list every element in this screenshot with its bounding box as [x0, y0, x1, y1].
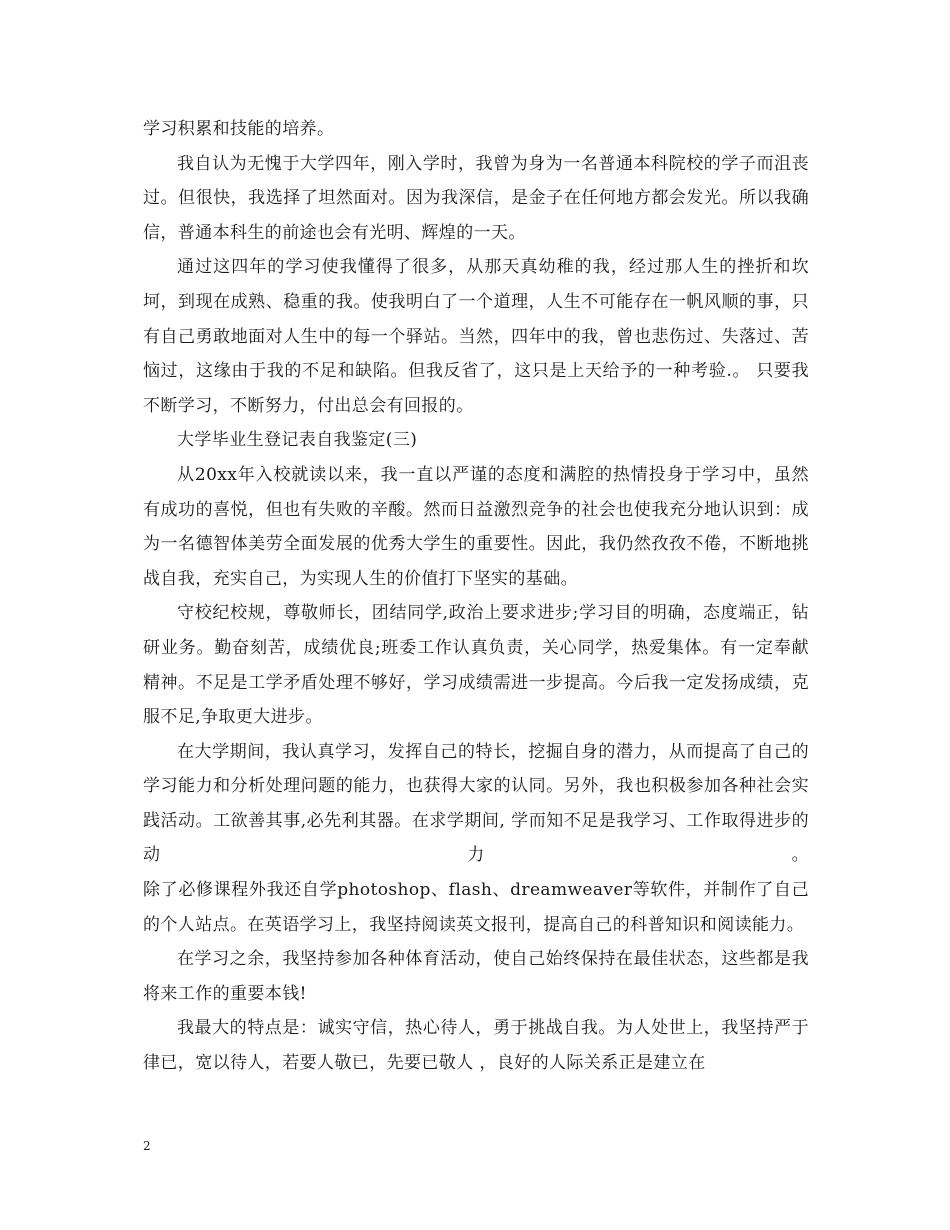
document-body [143, 112, 809, 1081]
paragraph: 在学习之余，我坚持参加各种体育活动，使自己始终保持在最佳状态，这些都是我将来工作的重要本钱! [143, 949, 809, 1004]
paragraph-continued: 除了必修课程外我还自学photoshop、flash、dreamweaver等软件，并制作了自己的个人站点。在英语学习上，我坚持阅读英文报刊，提高自己的科普知识和阅读能力。 [143, 880, 809, 935]
paragraph: 在大学期间，我认真学习，发挥自己的特长，挖掘自身的潜力，从而提高了自己的学习能力和分析处理问题的能力，也获得大家的认同。另外，我也积极参加各种社会实践活动。工欲善其事,必先利其器。在求学期间, 学而知不足是我学习、工作取得进步的动力。 [143, 741, 809, 866]
paragraph-continued: 学习积累和技能的培养。 [143, 119, 335, 139]
paragraph: 从20xx年入校就读以来，我一直以严谨的态度和满腔的热情投身于学习中，虽然有成功的喜悦，但也有失败的辛酸。然而日益激烈竞争的社会也使我充分地认识到：成为一名德智体美劳全面发展的优秀大学生的重要性。因此，我仍然孜孜不倦，不断地挑战自我，充实自己，为实现人生的价值打下坚实的基础。 [143, 464, 809, 589]
paragraph: 通过这四年的学习使我懂得了很多，从那天真幼稚的我，经过那人生的挫折和坎坷，到现在成熟、稳重的我。使我明白了一个道理，人生不可能存在一帆风顺的事，只有自己勇敢地面对人生中的每一个驿站。当然，四年中的我，曾也悲伤过、失落过、苦恼过，这缘由于我的不足和缺陷。但我反省了，这只是上天给予的一种考验.。 只要我不断学习，不断努力，付出总会有回报的。 [143, 257, 809, 416]
paragraph: 我自认为无愧于大学四年，刚入学时，我曾为身为一名普通本科院校的学子而沮丧过。但很快，我选择了坦然面对。因为我深信，是金子在任何地方都会发光。所以我确信，普通本科生的前途也会有光明、辉煌的一天。 [143, 153, 809, 243]
paragraph: 守校纪校规，尊敬师长，团结同学,政治上要求进步;学习目的明确，态度端正，钻研业务。勤奋刻苦，成绩优良;班委工作认真负责，关心同学，热爱集体。有一定奉献精神。不足是工学矛盾处理不够好，学习成绩需进一步提高。今后我一定发扬成绩，克服不足,争取更大进步。 [143, 603, 809, 728]
paragraph: 我最大的特点是：诚实守信，热心待人，勇于挑战自我。为人处世上，我坚持严于律已，宽以待人，若要人敬已，先要已敬人 ，良好的人际关系正是建立在 [143, 1018, 809, 1074]
page-number: 2 [143, 1139, 151, 1153]
section-heading: 大学毕业生登记表自我鉴定(三) [177, 430, 418, 451]
